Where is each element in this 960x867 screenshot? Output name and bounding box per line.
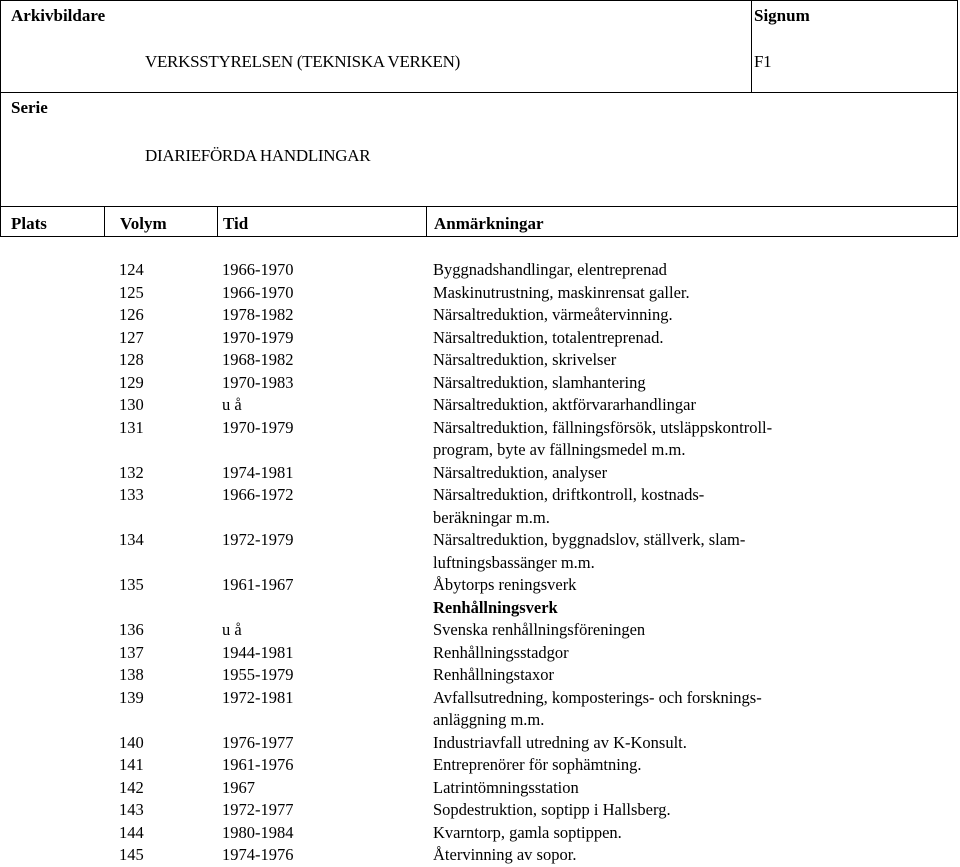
arkivbildare-value: VERKSSTYRELSEN (TEKNISKA VERKEN): [145, 52, 460, 71]
table-row: [0, 822, 960, 845]
anmarkning-cell: Maskinutrustning, maskinrensat galler.: [433, 282, 690, 302]
tid-cell: 1970-1979: [222, 417, 294, 437]
table-row: [0, 664, 960, 687]
column-header-volym: Volym: [120, 214, 167, 233]
tid-cell: 1968-1982: [222, 350, 294, 369]
volym-cell: 127: [119, 327, 144, 347]
anmarkning-cell: Renhållningstaxor: [433, 665, 554, 684]
anmarkning-cell: Återvinning av sopor.: [433, 845, 577, 864]
volym-cell: 140: [119, 732, 144, 752]
table-row: [0, 777, 960, 800]
anmarkning-cell: Närsaltreduktion, aktförvararhandlingar: [433, 395, 696, 414]
table-row: [0, 687, 960, 710]
anmarkning-cell: Entreprenörer för sophämtning.: [433, 755, 642, 774]
volym-cell: 130: [119, 395, 144, 414]
tid-cell: 1966-1970: [222, 282, 294, 302]
tid-cell: 1974-1981: [222, 462, 294, 482]
table-row: [0, 259, 960, 282]
table-row: [0, 619, 960, 642]
header-divider-serie: [1, 92, 957, 93]
table-row: [0, 574, 960, 597]
volym-cell: 134: [119, 530, 144, 549]
table-row: [0, 462, 960, 485]
anmarkning-cell: anläggning m.m.: [433, 710, 545, 729]
tid-cell: 1978-1982: [222, 305, 294, 324]
anmarkning-cell: Åbytorps reningsverk: [433, 575, 577, 594]
anmarkning-cell: Närsaltreduktion, totalentreprenad.: [433, 327, 664, 347]
anmarkning-cell: Sopdestruktion, soptipp i Hallsberg.: [433, 800, 671, 819]
arkivbildare-label: Arkivbildare: [11, 6, 106, 25]
table-row: [0, 282, 960, 305]
volym-cell: 132: [119, 462, 144, 482]
table-row: [0, 799, 960, 822]
volym-cell: 139: [119, 687, 144, 707]
section-heading-row: [0, 597, 960, 620]
table-row: [0, 372, 960, 395]
anmarkning-cell: Industriavfall utredning av K-Konsult.: [433, 732, 687, 752]
tid-cell: 1961-1967: [222, 575, 294, 594]
volym-cell: 137: [119, 642, 144, 662]
volume-list: [0, 259, 960, 867]
tid-cell: 1972-1977: [222, 800, 294, 819]
anmarkning-cell: Avfallsutredning, komposterings- och forsknings-: [433, 687, 762, 707]
tid-cell: 1970-1983: [222, 372, 294, 392]
volym-cell: 136: [119, 620, 144, 639]
tid-cell: 1974-1976: [222, 845, 294, 864]
header-divider-signum: [751, 1, 752, 92]
header-divider-columns: [1, 206, 957, 207]
volym-cell: 143: [119, 800, 144, 819]
anmarkning-cell: beräkningar m.m.: [433, 507, 550, 527]
table-row: [0, 439, 960, 462]
tid-cell: 1961-1976: [222, 755, 294, 774]
volym-cell: 126: [119, 305, 144, 324]
anmarkning-cell: Närsaltreduktion, driftkontroll, kostnads-: [433, 485, 705, 504]
anmarkning-cell: Svenska renhållningsföreningen: [433, 620, 646, 639]
table-row: [0, 529, 960, 552]
tid-cell: 1972-1981: [222, 687, 294, 707]
volym-cell: 145: [119, 845, 144, 864]
anmarkning-cell: Närsaltreduktion, värmeåtervinning.: [433, 305, 673, 324]
anmarkning-cell: Kvarntorp, gamla soptippen.: [433, 822, 622, 842]
tid-cell: 1966-1972: [222, 485, 294, 504]
header-box: [0, 0, 958, 237]
volym-cell: 144: [119, 822, 144, 842]
table-row: [0, 552, 960, 575]
table-row: [0, 709, 960, 732]
anmarkning-cell: luftningsbassänger m.m.: [433, 552, 595, 572]
column-header-anmarkningar: Anmärkningar: [434, 214, 544, 233]
column-header-tid: Tid: [223, 214, 249, 233]
volym-cell: 128: [119, 350, 144, 369]
tid-cell: 1966-1970: [222, 260, 294, 279]
column-header-plats: Plats: [11, 214, 47, 233]
tid-cell: 1972-1979: [222, 530, 294, 549]
table-row: [0, 417, 960, 440]
anmarkning-cell: Latrintömningsstation: [433, 777, 579, 797]
anmarkning-cell: Närsaltreduktion, fällningsförsök, utsläppskontroll-: [433, 417, 773, 437]
volym-cell: 142: [119, 777, 144, 797]
tid-cell: 1955-1979: [222, 665, 294, 684]
serie-label: Serie: [11, 98, 48, 117]
table-row: [0, 327, 960, 350]
tid-cell: 1970-1979: [222, 327, 294, 347]
signum-value: F1: [754, 52, 772, 71]
anmarkning-cell: Byggnadshandlingar, elentreprenad: [433, 260, 667, 279]
tid-cell: u å: [222, 395, 242, 414]
serie-value: DIARIEFÖRDA HANDLINGAR: [145, 146, 371, 165]
tid-cell: u å: [222, 620, 242, 639]
table-row: [0, 304, 960, 327]
anmarkning-cell: Närsaltreduktion, analyser: [433, 462, 608, 482]
tid-cell: 1980-1984: [222, 822, 294, 842]
table-row: [0, 844, 960, 867]
table-row: [0, 349, 960, 372]
tid-cell: 1944-1981: [222, 642, 294, 662]
anmarkning-cell: program, byte av fällningsmedel m.m.: [433, 440, 686, 459]
column-divider-1: [104, 206, 105, 237]
tid-cell: 1976-1977: [222, 732, 294, 752]
volym-cell: 131: [119, 417, 144, 437]
volym-cell: 141: [119, 755, 144, 774]
volym-cell: 125: [119, 282, 144, 302]
anmarkning-cell: Närsaltreduktion, byggnadslov, ställverk, slam-: [433, 530, 746, 549]
table-row: [0, 732, 960, 755]
anmarkning-cell: Närsaltreduktion, skrivelser: [433, 350, 617, 369]
volym-cell: 135: [119, 575, 144, 594]
column-divider-2: [217, 206, 218, 237]
anmarkning-cell: Renhållningsstadgor: [433, 642, 569, 662]
volym-cell: 124: [119, 260, 144, 279]
table-row: [0, 507, 960, 530]
table-row: [0, 642, 960, 665]
volym-cell: 138: [119, 665, 144, 684]
section-heading: Renhållningsverk: [433, 597, 558, 617]
volym-cell: 133: [119, 485, 144, 504]
table-row: [0, 394, 960, 417]
column-divider-3: [426, 206, 427, 237]
signum-label: Signum: [754, 6, 810, 25]
tid-cell: 1967: [222, 777, 255, 797]
anmarkning-cell: Närsaltreduktion, slamhantering: [433, 372, 646, 392]
table-row: [0, 754, 960, 777]
table-row: [0, 484, 960, 507]
volym-cell: 129: [119, 372, 144, 392]
